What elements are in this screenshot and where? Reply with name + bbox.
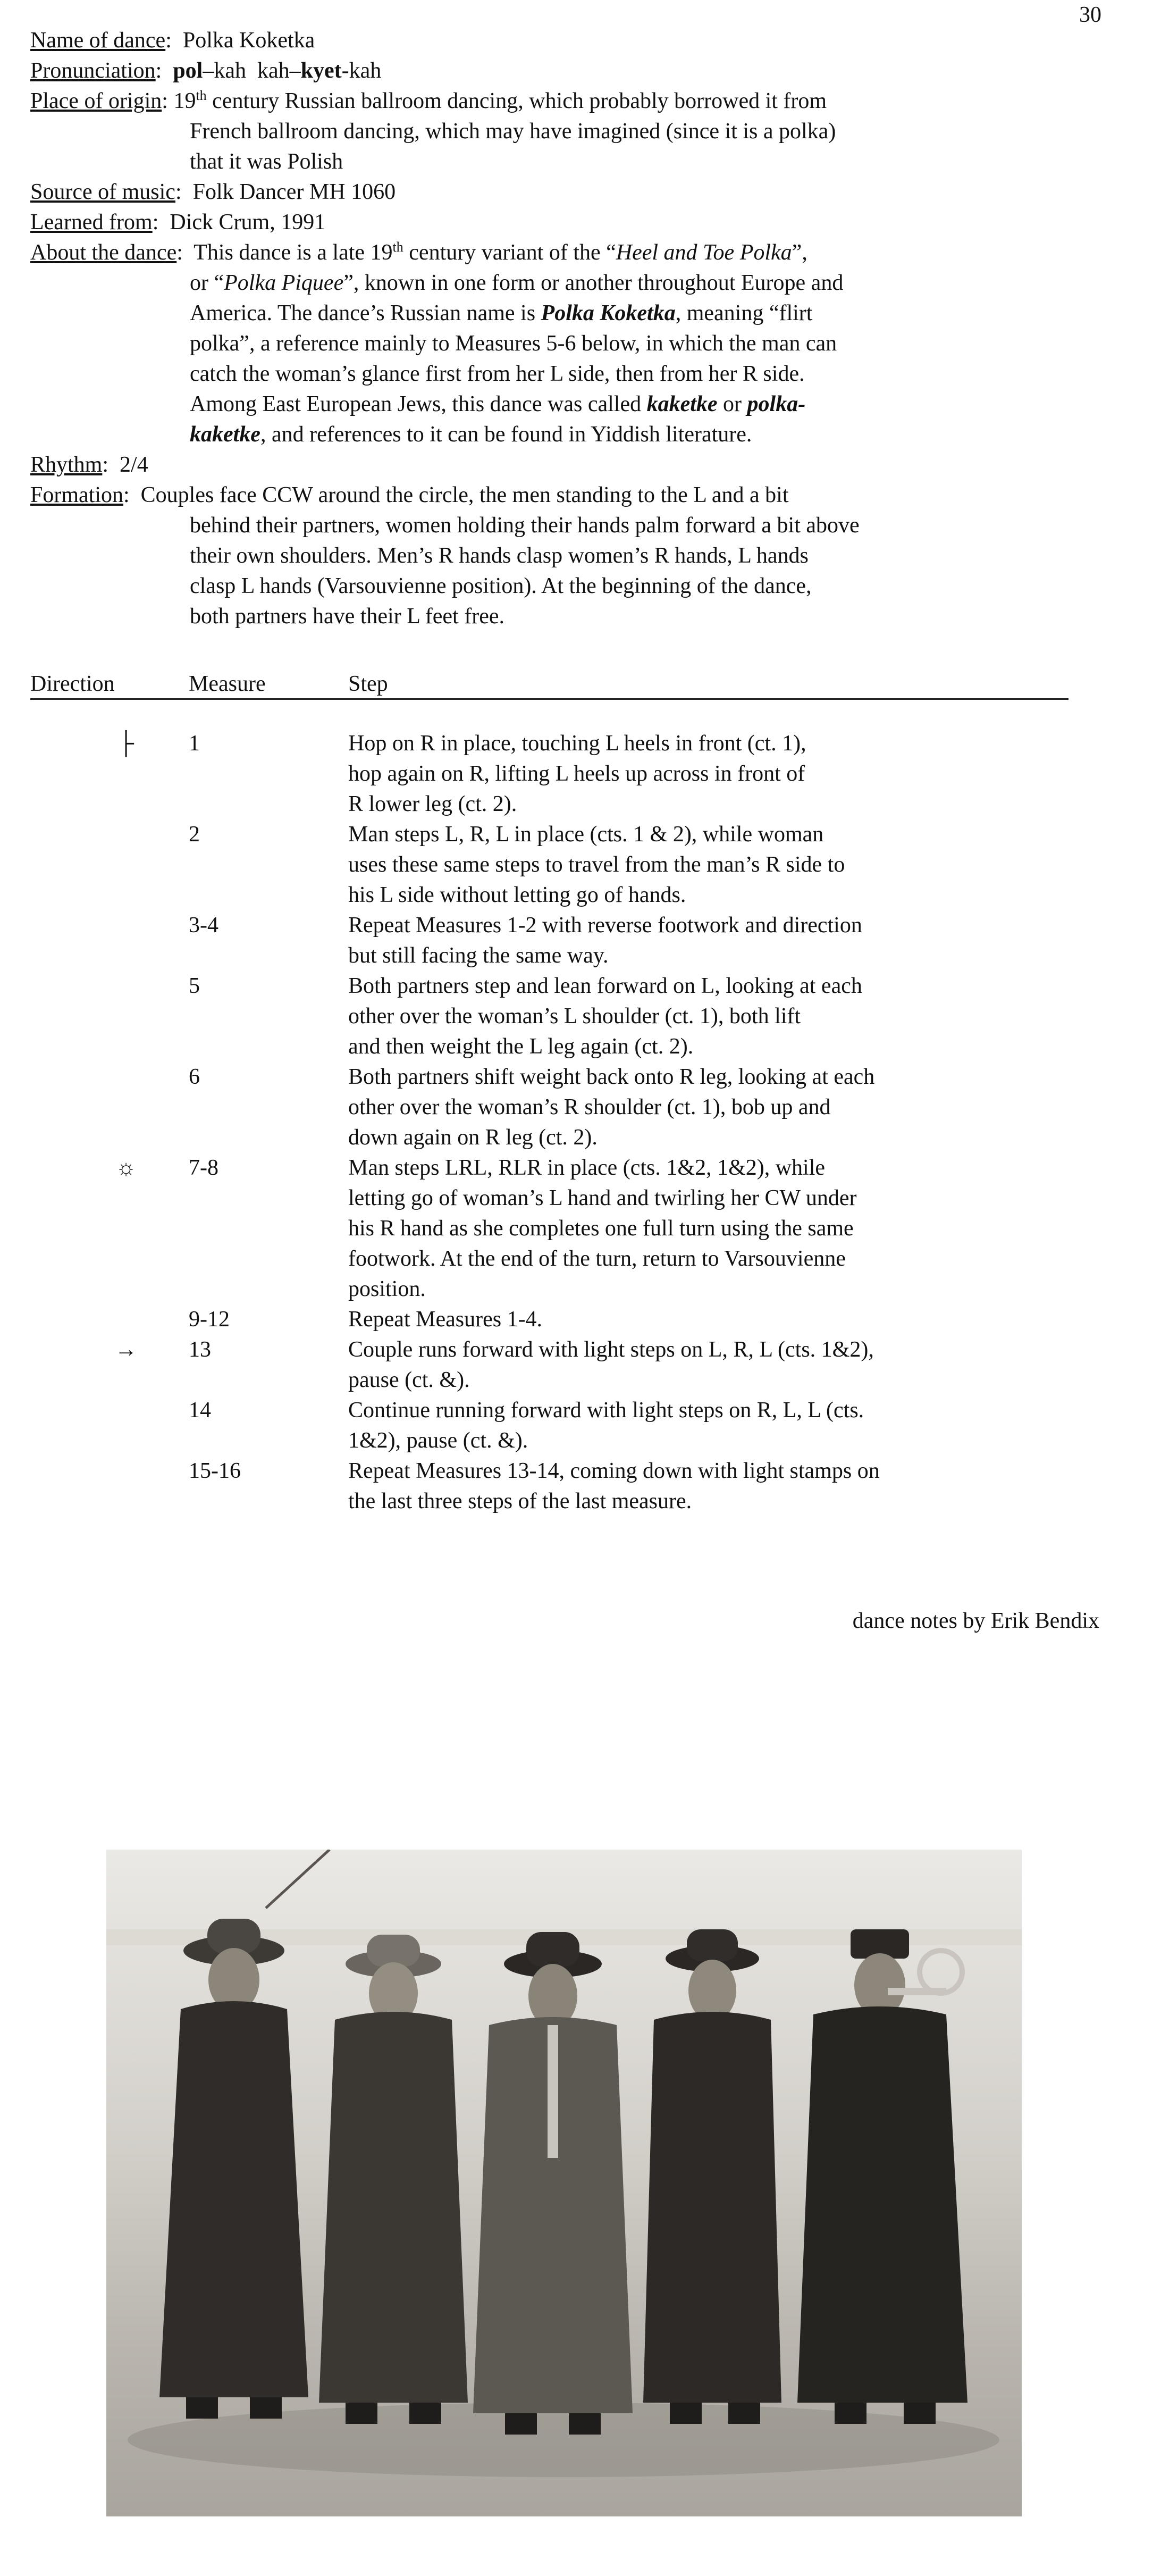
dance-header [30, 26, 1072, 632]
about-italic: Heel and Toe Polka [616, 240, 792, 265]
about-text: catch the woman’s glance first from her L side, then from her R side. [190, 362, 805, 386]
about-text: Among East European Jews, this dance was called [190, 392, 647, 416]
step-description [348, 1456, 1039, 1517]
step-row [30, 819, 1072, 910]
field-formation: Formation: Couples face CCW around the circle, the men standing to the L and a bit behind their partners, women holding their hands palm forward a bit above their own shoulders. Men’s R hands clasp women’s R hands, L hands clasp L hands (Varsouvienne position). At the beginning of the dance, both partners have their L feet free. [30, 483, 860, 629]
pronunciation-part-4: -kah [341, 58, 382, 83]
direction-symbol: ☼ [115, 1156, 137, 1180]
header-step: Step [348, 672, 388, 696]
pronunciation-part-1: pol [173, 58, 203, 83]
measure-number: 5 [189, 974, 200, 998]
step-line: Both partners step and lean forward on L, looking at each [348, 974, 862, 998]
step-line: Repeat Measures 1-4. [348, 1307, 543, 1332]
step-row [30, 910, 1072, 971]
about-bold-italic: kaketke [646, 392, 718, 416]
formation-text: behind their partners, women holding their hands palm forward a bit above [190, 513, 860, 538]
step-line: and then weight the L leg again (ct. 2). [348, 1034, 694, 1059]
step-line: Repeat Measures 1-2 with reverse footwork and direction [348, 913, 862, 938]
rhythm-value: 2/4 [120, 453, 148, 477]
step-row [30, 729, 1072, 819]
measure-number: 3-4 [189, 913, 218, 938]
pronunciation-label: Pronunciation [30, 58, 156, 83]
step-description [348, 910, 1039, 971]
measure-number: 13 [189, 1337, 211, 1362]
credit: dance notes by Erik Bendix [852, 1609, 1099, 1633]
step-line: but still facing the same way. [348, 943, 609, 968]
step-line: Continue running forward with light steps on R, L, L (cts. [348, 1398, 864, 1423]
direction-symbol: → [115, 1337, 137, 1362]
field-source: Source of music: Folk Dancer MH 1060 [30, 180, 396, 204]
about-text: ”, [792, 240, 807, 265]
about-italic: Polka Piquee [224, 271, 344, 295]
pronunciation-part-2: –kah kah– [203, 58, 301, 83]
field-learned: Learned from: Dick Crum, 1991 [30, 210, 326, 235]
step-line: position. [348, 1277, 426, 1301]
about-text: , meaning “flirt [675, 301, 813, 325]
about-text: century variant of the “ [403, 240, 616, 265]
step-line: down again on R leg (ct. 2). [348, 1125, 598, 1150]
step-line: 1&2), pause (ct. &). [348, 1428, 528, 1453]
about-text: ”, known in one form or another throughout Europe and [343, 271, 844, 295]
step-line: other over the woman’s L shoulder (ct. 1), both lift [348, 1004, 801, 1028]
field-rhythm: Rhythm: 2/4 [30, 453, 148, 477]
about-text: or “ [190, 271, 224, 295]
name-value: Polka Koketka [182, 28, 315, 53]
about-text: America. The dance’s Russian name is [190, 301, 541, 325]
measure-number: 9-12 [189, 1307, 230, 1332]
step-description [348, 729, 1039, 819]
source-value: Folk Dancer MH 1060 [192, 180, 396, 204]
origin-line-3: that it was Polish [190, 149, 343, 174]
step-line: his L side without letting go of hands. [348, 883, 686, 907]
step-row [30, 971, 1072, 1062]
step-line: Man steps L, R, L in place (cts. 1 & 2), while woman [348, 822, 824, 847]
measure-number: 2 [189, 822, 200, 847]
measure-number: 1 [189, 731, 200, 756]
step-line: pause (ct. &). [348, 1368, 470, 1392]
learned-label: Learned from [30, 210, 153, 235]
step-description [348, 971, 1039, 1062]
step-row [30, 1395, 1072, 1456]
step-row [30, 1153, 1072, 1304]
step-line: Hop on R in place, touching L heels in front (ct. 1), [348, 731, 806, 756]
about-bold-italic: polka- [747, 392, 806, 416]
about-text: , and references to it can be found in Yiddish literature. [260, 422, 752, 447]
step-line: footwork. At the end of the turn, return to Varsouvienne [348, 1247, 846, 1271]
field-name: Name of dance: Polka Koketka [30, 28, 315, 53]
origin-sup: th [196, 88, 207, 103]
step-line: his R hand as she completes one full turn using the same [348, 1216, 854, 1241]
field-origin: Place of origin: 19th century Russian ballroom dancing, which probably borrowed it from French ballroom dancing, which may have imagined (since it is a polka) that it was Polish [30, 88, 836, 174]
step-line: other over the woman’s R shoulder (ct. 1), bob up and [348, 1095, 831, 1119]
steps-table [30, 729, 1072, 1517]
direction-symbol: ├ [118, 731, 134, 756]
formation-text: clasp L hands (Varsouvienne position). At the beginning of the dance, [190, 574, 812, 598]
step-line: Both partners shift weight back onto R leg, looking at each [348, 1065, 875, 1089]
origin-lead: 19 [173, 89, 196, 113]
step-row [30, 1456, 1072, 1517]
formation-text: their own shoulders. Men’s R hands clasp women’s R hands, L hands [190, 543, 809, 568]
step-description [348, 1153, 1039, 1304]
steps-table-header [30, 669, 1069, 700]
formation-text: Couples face CCW around the circle, the men standing to the L and a bit [140, 483, 789, 507]
about-text: or [717, 392, 747, 416]
pronunciation-part-3: kyet [300, 58, 342, 83]
about-label: About the dance [30, 240, 177, 265]
step-row [30, 1335, 1072, 1395]
step-line: letting go of woman’s L hand and twirling her CW under [348, 1186, 857, 1210]
about-bold-italic: Polka Koketka [541, 301, 676, 325]
origin-line-2: French ballroom dancing, which may have imagined (since it is a polka) [190, 119, 836, 144]
step-row [30, 1304, 1072, 1335]
photo-illustration [106, 1850, 1022, 2516]
about-bold-italic: kaketke [190, 422, 260, 447]
step-description [348, 1335, 1039, 1395]
header-direction: Direction [30, 672, 115, 696]
origin-line-1: century Russian ballroom dancing, which probably borrowed it from [206, 89, 827, 113]
source-label: Source of music [30, 180, 175, 204]
name-label: Name of dance [30, 28, 166, 53]
step-line: Man steps LRL, RLR in place (cts. 1&2, 1&2), while [348, 1156, 826, 1180]
about-text: polka”, a reference mainly to Measures 5-6 below, in which the man can [190, 331, 837, 356]
musicians-photo [106, 1850, 1022, 2516]
measure-number: 15-16 [189, 1459, 241, 1483]
step-description [348, 819, 1039, 910]
about-sup: th [392, 239, 403, 255]
page-number: 30 [1079, 3, 1101, 27]
learned-value: Dick Crum, 1991 [170, 210, 326, 235]
formation-text: both partners have their L feet free. [190, 604, 504, 629]
measure-number: 14 [189, 1398, 211, 1423]
step-line: the last three steps of the last measure. [348, 1489, 692, 1513]
origin-label: Place of origin [30, 89, 162, 113]
step-description [348, 1304, 1039, 1335]
step-line: hop again on R, lifting L heels up across in front of [348, 762, 805, 786]
rhythm-label: Rhythm [30, 453, 103, 477]
step-description [348, 1395, 1039, 1456]
formation-label: Formation [30, 483, 123, 507]
step-description [348, 1062, 1039, 1153]
step-row [30, 1062, 1072, 1153]
header-measure: Measure [189, 672, 266, 696]
step-line: Couple runs forward with light steps on L, R, L (cts. 1&2), [348, 1337, 874, 1362]
measure-number: 6 [189, 1065, 200, 1089]
measure-number: 7-8 [189, 1156, 218, 1180]
about-text: This dance is a late 19 [194, 240, 393, 265]
step-line: Repeat Measures 13-14, coming down with light stamps on [348, 1459, 880, 1483]
step-line: uses these same steps to travel from the man’s R side to [348, 852, 845, 877]
field-about: About the dance: This dance is a late 19th century variant of the “Heel and Toe Polka”, or “Polka Piquee”, known in one form or another throughout Europe and America. The dance’s Russian name is Polka Koketka, meaning “flirt polka”, a reference mainly to Measures 5-6 below, in which the man can catch the woman’s glance first from her L side, then from her R side. Among East European Jews, this dance was called kaketke or polka- kaketke, and references to it can be found in Yiddish literature. [30, 239, 844, 447]
field-pronunciation: Pronunciation: pol–kah kah–kyet-kah [30, 58, 382, 83]
step-line: R lower leg (ct. 2). [348, 792, 517, 816]
